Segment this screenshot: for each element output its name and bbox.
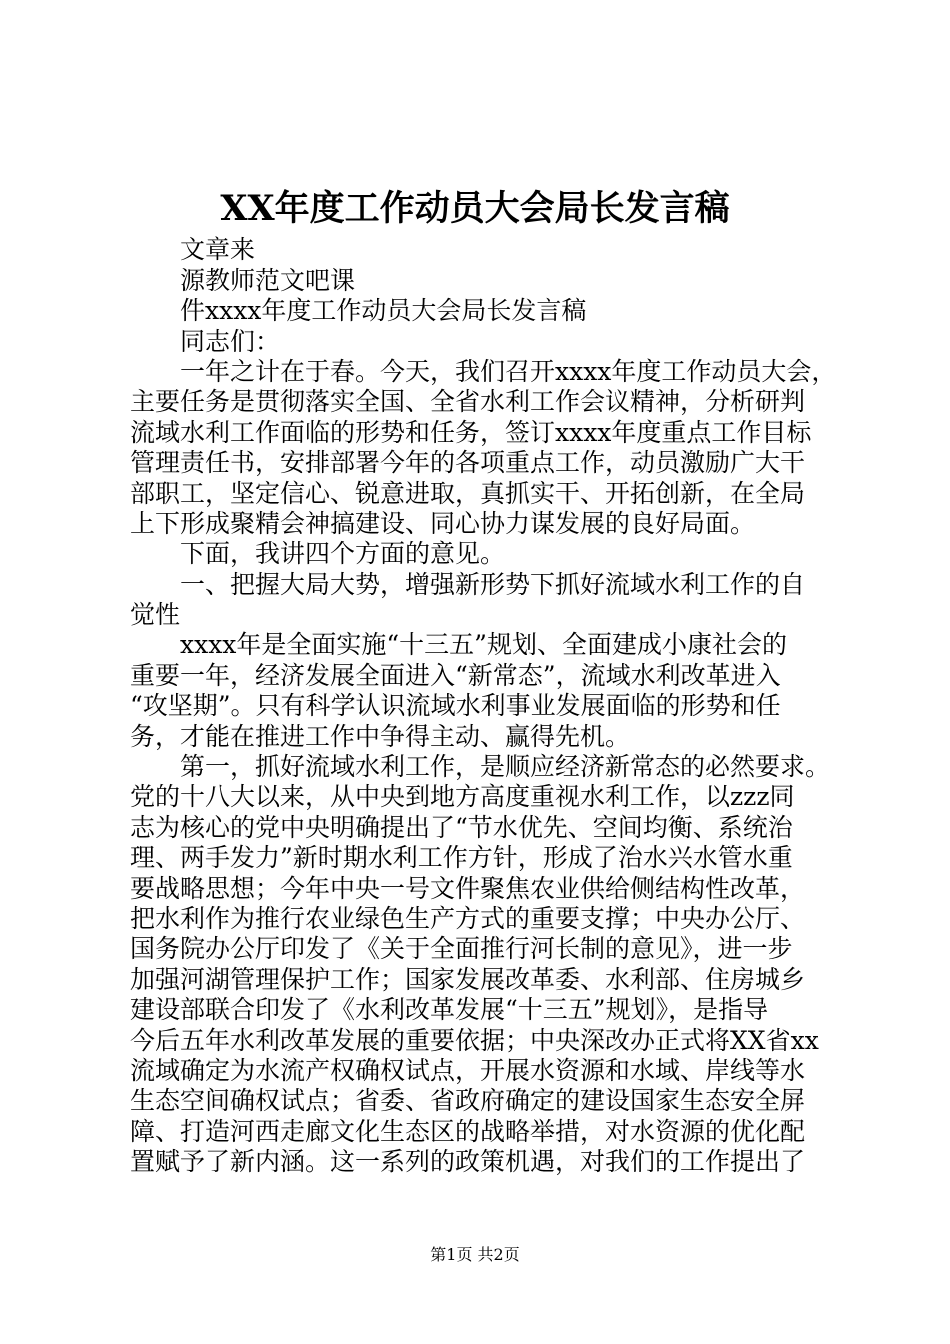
body-line: 建设部联合印发了《水利改革发展“十三五”规划》，是指导: [130, 995, 769, 1025]
document-title: XX年度工作动员大会局长发言稿: [220, 188, 730, 229]
body-line: 下面，我讲四个方面的意见。: [180, 539, 506, 569]
body-line: 一年之计在于春。今天，我们召开xxxx年度工作动员大会，: [180, 356, 837, 386]
body-line: 障、打造河西走廊文化生态区的战略举措，对水资源的优化配: [130, 1116, 806, 1146]
body-line: [130, 205, 830, 235]
body-line: 流域确定为水流产权确权试点，开展水资源和水域、岸线等水: [130, 1055, 806, 1085]
body-line: 一、把握大局大势，增强新形势下抓好流域水利工作的自: [180, 569, 806, 599]
body-line: 件xxxx年度工作动员大会局长发言稿: [180, 296, 587, 326]
body-line: 理、两手发力”新时期水利工作方针，形成了治水兴水管水重: [130, 843, 793, 873]
body-line: 源教师范文吧课: [180, 265, 356, 295]
body-line: 务，才能在推进工作中争得主动、赢得先机。: [130, 721, 631, 751]
body-line: 第一，抓好流域水利工作，是顺应经济新常态的必然要求。: [180, 752, 831, 782]
body-line: “攻坚期”。只有科学认识流域水利事业发展面临的形势和任: [130, 691, 781, 721]
body-line: 文章来: [180, 235, 256, 265]
body-line: 流域水利工作面临的形势和任务，签订xxxx年度重点工作目标: [130, 417, 812, 447]
body-line: 今后五年水利改革发展的重要依据；中央深改办正式将XX省xx: [130, 1025, 819, 1055]
page-footer: 第1页 共2页: [430, 1245, 520, 1264]
body-line: 重要一年，经济发展全面进入“新常态”，流域水利改革进入: [130, 660, 781, 690]
body-line: 部职工，坚定信心、锐意进取，真抓实干、开拓创新，在全局: [130, 478, 806, 508]
document-body: [130, 205, 837, 1178]
body-line: 管理责任书，安排部署今年的各项重点工作，动员激励广大干: [130, 448, 806, 478]
body-line: 加强河湖管理保护工作；国家发展改革委、水利部、住房城乡: [130, 964, 806, 994]
body-line: 志为核心的党中央明确提出了“节水优先、空间均衡、系统治: [130, 812, 793, 842]
body-line: 生态空间确权试点；省委、省政府确定的建设国家生态安全屏: [130, 1086, 806, 1116]
body-line: 置赋予了新内涵。这一系列的政策机遇，对我们的工作提出了: [130, 1147, 806, 1177]
body-line: 国务院办公厅印发了《关于全面推行河长制的意见》，进一步: [130, 934, 793, 964]
body-line: 觉性: [130, 600, 181, 630]
body-line: 把水利作为推行农业绿色生产方式的重要支撑；中央办公厅、: [130, 903, 806, 933]
body-line: 上下形成聚精会神搞建设、同心协力谋发展的良好局面。: [130, 508, 756, 538]
body-line: 要战略思想；今年中央一号文件聚焦农业供给侧结构性改革，: [130, 873, 806, 903]
body-line: 党的十八大以来，从中央到地方高度重视水利工作，以zzz同: [130, 782, 795, 812]
body-line: 同志们：: [180, 326, 281, 356]
body-line: xxxx年是全面实施“十三五”规划、全面建成小康社会的: [180, 630, 787, 660]
body-line: 主要任务是贯彻落实全国、全省水利工作会议精神，分析研判: [130, 387, 806, 417]
